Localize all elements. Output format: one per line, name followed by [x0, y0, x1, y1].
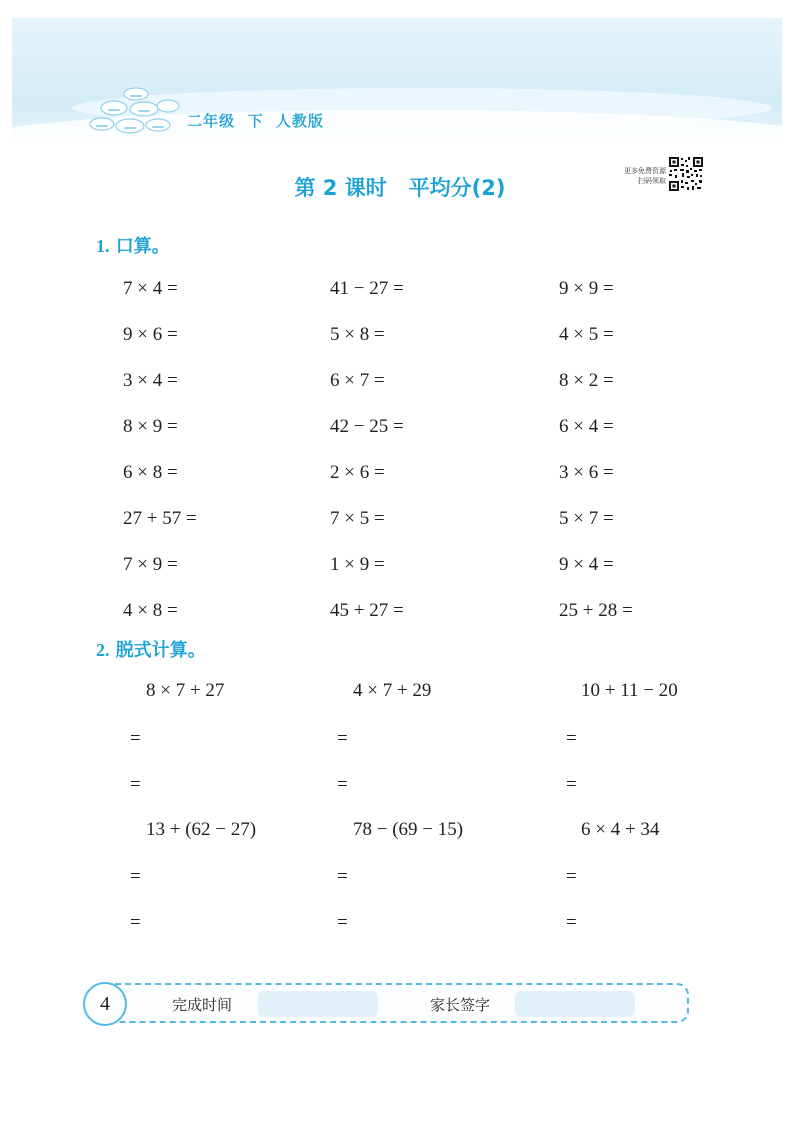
mental-math-item: 27 + 57 =: [123, 508, 197, 529]
section2-number: 2.: [96, 640, 110, 660]
answer-line-equals: =: [130, 866, 141, 887]
clouds-icon: [86, 82, 186, 138]
answer-line-equals: =: [566, 728, 577, 749]
mental-math-item: 9 × 9 =: [559, 278, 614, 299]
answer-line-equals: =: [566, 866, 577, 887]
step-calc-problem: 4 × 7 + 29: [353, 680, 432, 701]
mental-math-item: 25 + 28 =: [559, 600, 633, 621]
mental-math-item: 8 × 2 =: [559, 370, 614, 391]
mental-math-item: 8 × 9 =: [123, 416, 178, 437]
mental-math-item: 1 × 9 =: [330, 554, 385, 575]
step-calc-problem: 8 × 7 + 27: [146, 680, 225, 701]
answer-line-equals: =: [337, 866, 348, 887]
mental-math-item: 7 × 9 =: [123, 554, 178, 575]
answer-line-equals: =: [337, 728, 348, 749]
mental-math-item: 3 × 4 =: [123, 370, 178, 391]
answer-line-equals: =: [337, 774, 348, 795]
qr-label-line1: 更多免费资源: [624, 167, 666, 175]
answer-line-equals: =: [566, 912, 577, 933]
page-number: 4: [83, 982, 127, 1026]
mental-math-item: 45 + 27 =: [330, 600, 404, 621]
mental-math-item: 6 × 7 =: [330, 370, 385, 391]
mental-math-item: 3 × 6 =: [559, 462, 614, 483]
completion-time-label: 完成时间: [172, 996, 233, 1014]
answer-line-equals: =: [566, 774, 577, 795]
mental-math-item: 4 × 8 =: [123, 600, 178, 621]
section2-title: 脱式计算。: [115, 640, 206, 661]
mental-math-item: 5 × 7 =: [559, 508, 614, 529]
mental-math-item: 42 − 25 =: [330, 416, 404, 437]
step-calc-problem: 10 + 11 − 20: [581, 680, 678, 701]
mental-math-item: 6 × 8 =: [123, 462, 178, 483]
mental-math-item: 6 × 4 =: [559, 416, 614, 437]
mental-math-item: 7 × 4 =: [123, 278, 178, 299]
step-calc-problem: 6 × 4 + 34: [581, 819, 660, 840]
completion-time-field[interactable]: [258, 991, 378, 1017]
mental-math-item: 9 × 4 =: [559, 554, 614, 575]
grade-label: 二年级 下 人教版: [187, 112, 324, 130]
qr-label-line2: 扫码领取: [638, 177, 666, 185]
step-calc-problem: 13 + (62 − 27): [146, 819, 257, 840]
section1-heading: [96, 232, 170, 258]
mental-math-item: 5 × 8 =: [330, 324, 385, 345]
mental-math-item: 7 × 5 =: [330, 508, 385, 529]
answer-line-equals: =: [130, 728, 141, 749]
mental-math-item: 4 × 5 =: [559, 324, 614, 345]
answer-line-equals: =: [337, 912, 348, 933]
answer-line-equals: =: [130, 912, 141, 933]
answer-line-equals: =: [130, 774, 141, 795]
section1-number: 1.: [96, 236, 110, 256]
section1-title: 口算。: [115, 236, 170, 257]
mental-math-item: 2 × 6 =: [330, 462, 385, 483]
parent-signature-field[interactable]: [515, 991, 635, 1017]
mental-math-item: 9 × 6 =: [123, 324, 178, 345]
parent-signature-label: 家长签字: [430, 996, 491, 1014]
step-calc-problem: 78 − (69 − 15): [353, 819, 464, 840]
mental-math-item: 41 − 27 =: [330, 278, 404, 299]
section2-heading: [96, 636, 206, 662]
lesson-title: 第 2 课时 平均分(2): [294, 176, 506, 200]
